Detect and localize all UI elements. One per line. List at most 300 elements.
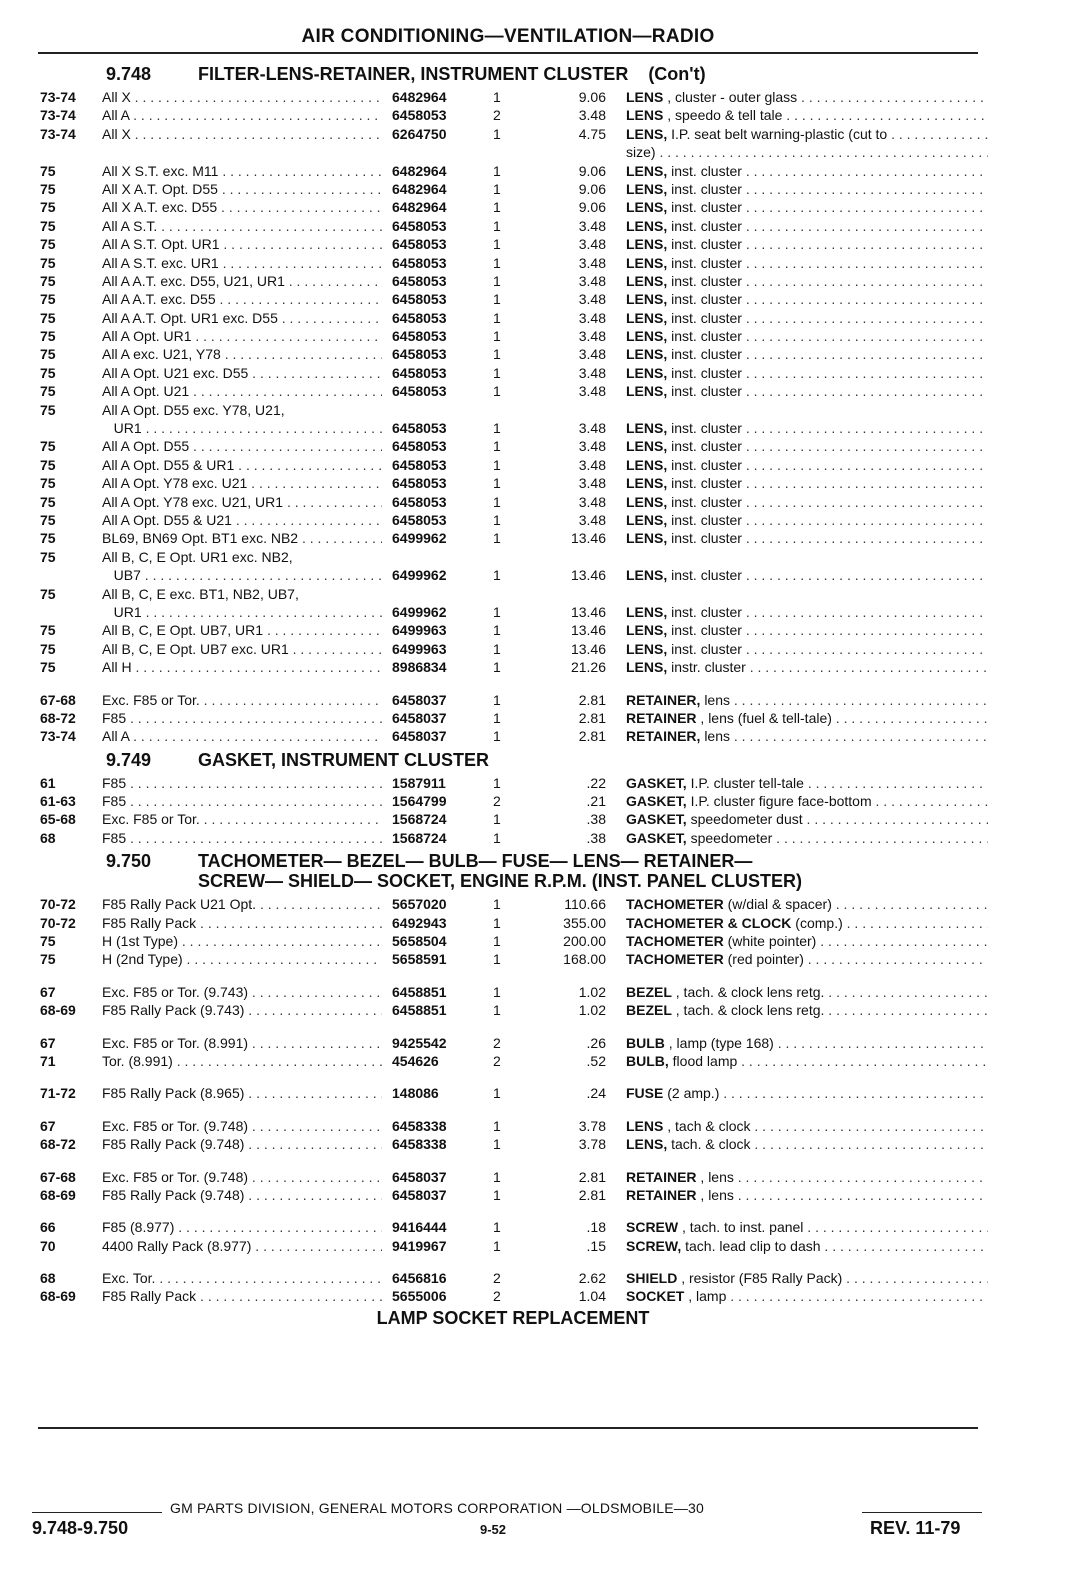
quantity-cell: 1 [493, 567, 501, 584]
description-detail: inst. cluster [671, 180, 742, 197]
description-cell [626, 566, 988, 584]
description-cell [626, 419, 988, 437]
price-cell: 1.02 [578, 1002, 606, 1019]
table-row [38, 401, 988, 419]
quantity-cell: 1 [493, 728, 501, 745]
price-cell: 110.66 [564, 896, 606, 913]
application-text: UB7 [102, 567, 141, 584]
price-cell: 3.48 [578, 346, 606, 363]
description-cell [626, 709, 988, 727]
description-cell [626, 272, 988, 290]
price-cell: 9.06 [578, 89, 606, 105]
description-name: TACHOMETER [626, 933, 724, 950]
application-cell [102, 125, 382, 143]
application-cell [102, 106, 382, 124]
year-cell: 68 [40, 829, 56, 846]
part-number-cell: 6458037 [388, 1186, 482, 1204]
header-rule [38, 52, 978, 54]
description-name: LENS, [626, 511, 668, 528]
description-cell [626, 1218, 988, 1236]
application-cell [102, 198, 382, 216]
year-cell: 75 [40, 530, 56, 547]
table-row [38, 217, 988, 235]
description-cell [626, 621, 988, 639]
description-cell [626, 1084, 988, 1102]
description-cell [626, 456, 988, 474]
application-text: F85 Rally Pack (9.743) [102, 1002, 245, 1019]
table-row [38, 493, 988, 511]
description-detail: inst. cluster [671, 622, 742, 639]
description-cell [626, 658, 988, 676]
quantity-cell: 1 [493, 162, 501, 179]
application-text: UR1 [102, 603, 142, 620]
description-name: GASKET, [626, 774, 687, 791]
table-row [38, 529, 988, 547]
description-cell [626, 1001, 988, 1019]
part-number-cell: 6499962 [388, 529, 482, 547]
quantity-cell: 1 [493, 1186, 501, 1203]
quantity-cell: 1 [493, 217, 501, 234]
description-cell [626, 125, 988, 143]
quantity-cell: 1 [493, 89, 501, 105]
quantity-cell: 2 [493, 1034, 501, 1051]
quantity-cell: 1 [493, 346, 501, 363]
description-detail: , lens [700, 1168, 734, 1185]
description-detail: , tach. to inst. panel [682, 1219, 804, 1236]
table-row [38, 792, 988, 810]
application-cell [102, 548, 382, 566]
description-detail: inst. cluster [671, 383, 742, 400]
description-detail: inst. cluster [671, 603, 742, 620]
year-cell: 68-69 [40, 1186, 76, 1203]
quantity-cell: 1 [493, 493, 501, 510]
quantity-cell: 1 [493, 180, 501, 197]
application-cell [102, 88, 382, 106]
description-name: BEZEL [626, 983, 672, 1000]
application-cell [102, 1269, 382, 1287]
application-cell [102, 792, 382, 810]
part-number-cell: 5657020 [388, 895, 482, 913]
row-spacer [38, 1070, 988, 1084]
application-cell [102, 1052, 382, 1070]
description-name: BEZEL [626, 1002, 672, 1019]
part-number-cell: 6499962 [388, 603, 482, 621]
description-name: LENS, [626, 659, 668, 676]
parts-listing [38, 60, 988, 1329]
table-row [38, 727, 988, 745]
description-name: SCREW [626, 1219, 679, 1236]
description-cell [626, 1034, 988, 1052]
quantity-cell: 1 [493, 254, 501, 271]
table-row [38, 456, 988, 474]
year-cell: 75 [40, 254, 56, 271]
year-cell: 75 [40, 364, 56, 381]
price-cell: 13.46 [570, 603, 606, 620]
quantity-cell: 1 [493, 272, 501, 289]
quantity-cell: 1 [493, 1168, 501, 1185]
price-cell: 168.00 [563, 951, 606, 968]
description-name: SOCKET [626, 1288, 685, 1305]
price-cell: .18 [586, 1219, 606, 1236]
part-number-cell: 454626 [388, 1052, 482, 1070]
year-cell: 75 [40, 640, 56, 657]
year-cell: 75 [40, 511, 56, 528]
application-text: F85 [102, 793, 127, 810]
application-cell [102, 272, 382, 290]
application-text: All A Opt. UR1 [102, 328, 192, 345]
application-text: All A Opt. Y78 exc. U21 [102, 475, 248, 492]
description-detail: , lamp [688, 1288, 727, 1305]
part-number-cell: 6458053 [388, 382, 482, 400]
price-cell: .26 [586, 1034, 606, 1051]
year-cell: 67-68 [40, 691, 76, 708]
price-cell: 3.48 [578, 493, 606, 510]
price-cell: 9.06 [578, 199, 606, 216]
application-text: All A A.T. exc. D55 [102, 291, 216, 308]
price-cell: 3.48 [578, 364, 606, 381]
description-cell [626, 1117, 988, 1135]
table-row [38, 309, 988, 327]
price-cell: 13.46 [570, 622, 606, 639]
price-cell: 3.48 [578, 438, 606, 455]
description-detail: inst. cluster [671, 567, 742, 584]
application-cell [102, 727, 382, 745]
year-cell: 67 [40, 1034, 56, 1051]
part-number-cell: 5658504 [388, 932, 482, 950]
application-text: All A S.T. Opt. UR1 [102, 236, 220, 253]
application-cell [102, 1117, 382, 1135]
description-detail: tach. lead clip to dash [685, 1237, 821, 1254]
application-text: Exc. F85 or Tor. (9.748) [102, 1117, 249, 1134]
year-cell: 73-74 [40, 107, 76, 124]
row-spacer [38, 1103, 988, 1117]
description-detail: lens [704, 691, 730, 708]
application-cell [102, 950, 382, 968]
part-number-cell: 6458053 [388, 456, 482, 474]
price-cell: 2.81 [578, 1186, 606, 1203]
part-number-cell: 6499963 [388, 640, 482, 658]
description-detail: , resistor (F85 Rally Pack) [681, 1270, 843, 1287]
application-cell [102, 1287, 382, 1305]
part-number-cell: 6458053 [388, 272, 482, 290]
description-name: RETAINER, [626, 728, 701, 745]
description-cell [626, 327, 988, 345]
quantity-cell: 1 [493, 659, 501, 676]
part-number-cell: 6456816 [388, 1269, 482, 1287]
table-row [38, 364, 988, 382]
part-number-cell: 6458053 [388, 217, 482, 235]
year-cell: 70 [40, 1237, 56, 1254]
application-cell [102, 1186, 382, 1204]
description-cell [626, 382, 988, 400]
description-cell [626, 774, 988, 792]
table-row [38, 180, 988, 198]
quantity-cell: 1 [493, 328, 501, 345]
application-cell [102, 658, 382, 676]
section-title: GASKET, INSTRUMENT CLUSTER [198, 749, 490, 770]
description-detail: inst. cluster [671, 217, 742, 234]
quantity-cell: 1 [493, 438, 501, 455]
quantity-cell: 1 [493, 511, 501, 528]
part-number-cell: 6458053 [388, 309, 482, 327]
application-cell [102, 640, 382, 658]
description-cell [626, 345, 988, 363]
application-cell [102, 709, 382, 727]
quantity-cell: 1 [493, 709, 501, 726]
description-detail: instr. cluster [671, 659, 746, 676]
description-detail: size) [626, 144, 656, 161]
application-text: All A Opt. U21 [102, 383, 190, 400]
table-row [38, 810, 988, 828]
part-number-cell: 6458053 [388, 254, 482, 272]
quantity-cell: 1 [493, 933, 501, 950]
table-row [38, 709, 988, 727]
description-detail: (w/dial & spacer) [727, 896, 832, 913]
row-spacer [38, 1154, 988, 1168]
table-row [38, 1084, 988, 1102]
section-heading [38, 851, 988, 895]
price-cell: 355.00 [563, 914, 606, 931]
year-cell: 67 [40, 983, 56, 1000]
quantity-cell: 1 [493, 420, 501, 437]
table-row [38, 1001, 988, 1019]
year-cell: 75 [40, 401, 56, 418]
price-cell: 4.75 [578, 125, 606, 142]
application-text: F85 Rally Pack (9.748) [102, 1136, 245, 1153]
description-name: LENS, [626, 364, 668, 381]
application-cell [102, 290, 382, 308]
table-row [38, 1052, 988, 1070]
price-cell: 9.06 [578, 162, 606, 179]
description-name: LENS, [626, 346, 668, 363]
description-detail: speedometer [690, 829, 773, 846]
description-cell [626, 950, 988, 968]
year-cell: 75 [40, 236, 56, 253]
part-number-cell: 6458037 [388, 691, 482, 709]
application-text: F85 Rally Pack U21 Opt. [102, 896, 257, 913]
application-text: Exc. Tor. [102, 1270, 156, 1287]
description-cell [626, 364, 988, 382]
description-cell [626, 691, 988, 709]
part-number-cell: 6458053 [388, 235, 482, 253]
quantity-cell: 1 [493, 456, 501, 473]
application-cell [102, 529, 382, 547]
description-cell [626, 1269, 988, 1287]
quantity-cell: 1 [493, 914, 501, 931]
price-cell: 3.48 [578, 511, 606, 528]
price-cell: .52 [586, 1052, 606, 1069]
price-cell: 3.48 [578, 475, 606, 492]
description-cell [626, 290, 988, 308]
table-row [38, 950, 988, 968]
application-cell [102, 364, 382, 382]
quantity-cell: 1 [493, 811, 501, 828]
price-cell: 3.48 [578, 328, 606, 345]
section-heading [38, 750, 988, 774]
part-number-cell: 6458037 [388, 709, 482, 727]
description-cell [626, 983, 988, 1001]
part-number-cell: 6458338 [388, 1117, 482, 1135]
footer-left-rule [32, 1512, 162, 1513]
description-name: RETAINER [626, 1186, 697, 1203]
quantity-cell: 1 [493, 125, 501, 142]
part-number-cell: 6482964 [388, 162, 482, 180]
quantity-cell: 1 [493, 236, 501, 253]
application-text: F85 Rally Pack (9.748) [102, 1186, 245, 1203]
price-cell: .15 [586, 1237, 606, 1254]
year-cell: 75 [40, 438, 56, 455]
part-number-cell: 6458053 [388, 437, 482, 455]
description-cell [626, 309, 988, 327]
description-cell [626, 474, 988, 492]
description-detail: inst. cluster [671, 493, 742, 510]
part-number-cell: 9425542 [388, 1034, 482, 1052]
year-cell: 70-72 [40, 914, 76, 931]
description-name: LENS [626, 107, 664, 124]
table-row [38, 1287, 988, 1305]
application-cell [102, 327, 382, 345]
quantity-cell: 1 [493, 829, 501, 846]
description-detail: , speedo & tell tale [667, 107, 783, 124]
description-detail: , cluster - outer glass [667, 89, 798, 105]
application-text: All A S.T. [102, 217, 158, 234]
description-detail: , lens [700, 1186, 734, 1203]
price-cell: 13.46 [570, 530, 606, 547]
description-cell [626, 254, 988, 272]
part-number-cell: 6458338 [388, 1135, 482, 1153]
description-detail: inst. cluster [671, 291, 742, 308]
application-text: All X A.T. Opt. D55 [102, 180, 218, 197]
description-name: LENS, [626, 475, 668, 492]
price-cell: .38 [586, 829, 606, 846]
section-number: 9.750 [106, 851, 152, 872]
application-text: All A Opt. Y78 exc. U21, UR1 [102, 493, 284, 510]
section-number: 9.749 [106, 749, 152, 770]
year-cell: 68 [40, 1270, 56, 1287]
year-cell: 75 [40, 162, 56, 179]
description-cell [626, 792, 988, 810]
application-cell [102, 774, 382, 792]
quantity-cell: 2 [493, 793, 501, 810]
price-cell: 3.78 [578, 1117, 606, 1134]
part-number-cell: 6458851 [388, 983, 482, 1001]
price-cell: 3.48 [578, 456, 606, 473]
price-cell: 3.48 [578, 309, 606, 326]
table-row [38, 1135, 988, 1153]
description-cell [626, 235, 988, 253]
description-detail: , lamp (type 168) [668, 1034, 774, 1051]
part-number-cell: 6482964 [388, 198, 482, 216]
description-cell [626, 1168, 988, 1186]
year-cell: 75 [40, 951, 56, 968]
table-row [38, 621, 988, 639]
year-cell: 75 [40, 291, 56, 308]
part-number-cell: 6492943 [388, 914, 482, 932]
part-number-cell: 6458037 [388, 1168, 482, 1186]
table-row [38, 272, 988, 290]
description-cell [626, 914, 988, 932]
application-text: All A [102, 107, 130, 124]
quantity-cell: 1 [493, 1136, 501, 1153]
application-cell [102, 254, 382, 272]
description-cell [626, 529, 988, 547]
part-number-cell: 6458053 [388, 511, 482, 529]
application-text: UR1 [102, 420, 142, 437]
price-cell: .22 [586, 774, 606, 791]
description-detail: inst. cluster [671, 254, 742, 271]
description-detail: tach. & clock [671, 1136, 751, 1153]
application-cell [102, 1168, 382, 1186]
description-cell [626, 143, 988, 161]
price-cell: .21 [586, 793, 606, 810]
application-cell [102, 1034, 382, 1052]
table-row [38, 382, 988, 400]
year-cell: 71-72 [40, 1085, 76, 1102]
description-name: LENS, [626, 309, 668, 326]
description-detail: (comp.) [795, 914, 843, 931]
application-cell [102, 456, 382, 474]
table-row [38, 474, 988, 492]
application-cell [102, 345, 382, 363]
page-title: AIR CONDITIONING—VENTILATION—RADIO [301, 26, 715, 47]
description-cell [626, 727, 988, 745]
application-cell [102, 603, 382, 621]
part-number-cell: 6458053 [388, 474, 482, 492]
description-name: LENS, [626, 180, 668, 197]
description-detail: speedometer dust [690, 811, 803, 828]
year-cell: 75 [40, 383, 56, 400]
description-detail: inst. cluster [671, 420, 742, 437]
application-cell [102, 437, 382, 455]
table-row [38, 162, 988, 180]
description-name: LENS, [626, 328, 668, 345]
application-text: Exc. F85 or Tor. (9.743) [102, 983, 249, 1000]
application-cell [102, 914, 382, 932]
description-name: TACHOMETER & CLOCK [626, 914, 792, 931]
table-row [38, 511, 988, 529]
application-text: F85 Rally Pack [102, 1288, 197, 1305]
price-cell: 3.48 [578, 217, 606, 234]
price-cell: 3.48 [578, 107, 606, 124]
table-row [38, 1269, 988, 1287]
year-cell: 75 [40, 328, 56, 345]
application-text: Exc. F85 or Tor. [102, 811, 200, 828]
table-row [38, 1218, 988, 1236]
application-text: F85 Rally Pack [102, 914, 197, 931]
description-detail: inst. cluster [671, 199, 742, 216]
section-range: 9.748-9.750 [32, 1518, 129, 1538]
application-cell [102, 419, 382, 437]
quantity-cell: 1 [493, 291, 501, 308]
price-cell: 3.48 [578, 383, 606, 400]
description-detail: lens [704, 728, 730, 745]
description-cell [626, 493, 988, 511]
quantity-cell: 1 [493, 691, 501, 708]
application-text: All A [102, 728, 130, 745]
application-text: All H [102, 659, 132, 676]
year-cell: 67-68 [40, 1168, 76, 1185]
description-detail: (2 amp.) [667, 1085, 720, 1102]
description-detail: inst. cluster [671, 309, 742, 326]
part-number-cell: 6482964 [388, 180, 482, 198]
year-cell: 73-74 [40, 125, 76, 142]
price-cell: 21.26 [570, 659, 606, 676]
description-name: FUSE [626, 1085, 664, 1102]
description-detail: flood lamp [672, 1052, 738, 1069]
part-number-cell: 6458053 [388, 345, 482, 363]
row-spacer [38, 677, 988, 691]
table-row [38, 125, 988, 143]
